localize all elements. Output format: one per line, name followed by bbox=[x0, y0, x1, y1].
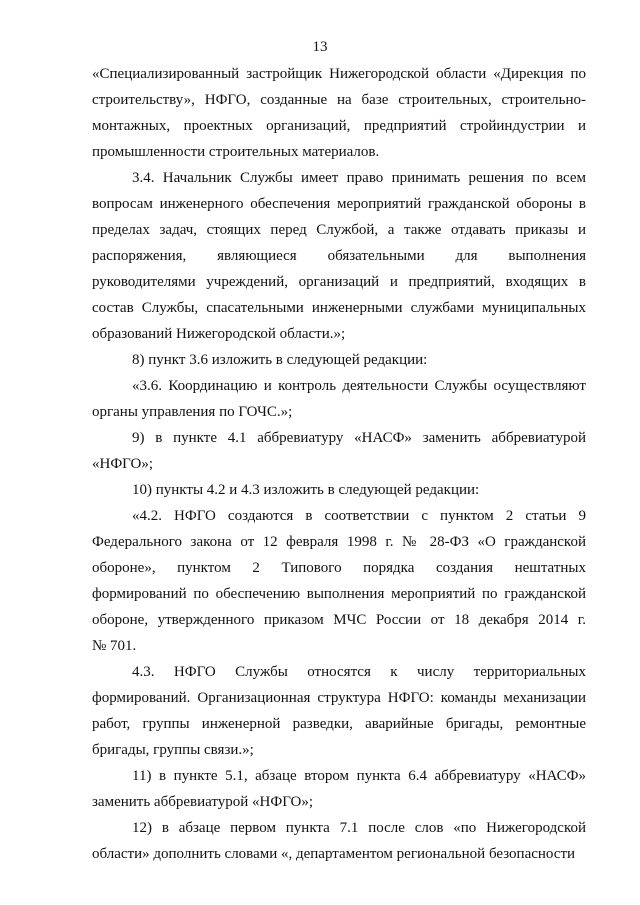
text-line: № 701. bbox=[92, 638, 137, 654]
text-line: формирований. Организационная структура НФГО: команды механизации bbox=[92, 690, 586, 706]
text-line: 3.4. Начальник Службы имеет право принимать решения по всем bbox=[132, 170, 586, 186]
text-line: промышленности строительных материалов. bbox=[92, 144, 380, 160]
paragraph bbox=[92, 373, 586, 425]
paragraph bbox=[92, 659, 586, 763]
text-line: органы управления по ГОЧС.»; bbox=[92, 404, 293, 420]
text-line: «3.6. Координацию и контроль деятельности Службы осуществляют bbox=[132, 378, 586, 394]
text-line: Федерального закона от 12 февраля 1998 г. № 28-ФЗ «О гражданской bbox=[92, 534, 586, 550]
text-line: 10) пункты 4.2 и 4.3 изложить в следующей редакции: bbox=[132, 482, 480, 498]
text-line: руководителями учреждений, организаций и предприятий, входящих в bbox=[92, 274, 586, 290]
text-line: «Специализированный застройщик Нижегородской области «Дирекция по bbox=[92, 66, 586, 82]
text-line: строительству», НФГО, созданные на базе строительных, строительно- bbox=[92, 92, 586, 108]
text-line: «НФГО»; bbox=[92, 456, 153, 472]
paragraph bbox=[92, 815, 586, 867]
text-line: 4.3. НФГО Службы относятся к числу территориальных bbox=[132, 664, 586, 680]
text-line: 9) в пункте 4.1 аббревиатуру «НАСФ» заменить аббревиатурой bbox=[132, 430, 586, 446]
paragraph bbox=[92, 347, 586, 373]
text-line: формирований по обеспечению выполнения мероприятий по гражданской bbox=[92, 586, 586, 602]
text-line: распоряжения, являющиеся обязательными для выполнения bbox=[92, 248, 586, 264]
text-line: монтажных, проектных организаций, предприятий стройиндустрии и bbox=[92, 118, 586, 134]
text-line: состав Службы, спасательными инженерными службами муниципальных bbox=[92, 300, 586, 316]
text-line: пределах задач, стоящих перед Службой, а также отдавать приказы и bbox=[92, 222, 586, 238]
paragraph bbox=[92, 477, 586, 503]
text-line: области» дополнить словами «, департаментом региональной безопасности bbox=[92, 846, 576, 862]
text-line: вопросам инженерного обеспечения мероприятий гражданской обороны в bbox=[92, 196, 586, 212]
text-line: 12) в абзаце первом пункта 7.1 после слов «по Нижегородской bbox=[132, 820, 586, 836]
text-line: обороне», пунктом 2 Типового порядка создания нештатных bbox=[92, 560, 586, 576]
text-line: бригады, группы связи.»; bbox=[92, 742, 254, 758]
text-line: «4.2. НФГО создаются в соответствии с пунктом 2 статьи 9 bbox=[132, 508, 586, 524]
text-line: работ, группы инженерной разведки, аварийные бригады, ремонтные bbox=[92, 716, 586, 732]
text-line: заменить аббревиатурой «НФГО»; bbox=[92, 794, 314, 810]
text-line: образований Нижегородской области.»; bbox=[92, 326, 346, 342]
text-line: обороне, утвержденного приказом МЧС России от 18 декабря 2014 г. bbox=[92, 612, 586, 628]
paragraph bbox=[92, 61, 586, 165]
paragraph bbox=[92, 763, 586, 815]
paragraph bbox=[92, 503, 586, 659]
text-line: 11) в пункте 5.1, абзаце втором пункта 6.4 аббревиатуру «НАСФ» bbox=[132, 768, 586, 784]
text-line: 8) пункт 3.6 изложить в следующей редакции: bbox=[132, 352, 428, 368]
page-number: 13 bbox=[312, 39, 328, 55]
paragraph bbox=[92, 425, 586, 477]
paragraph bbox=[92, 165, 586, 347]
document-body bbox=[92, 61, 586, 867]
